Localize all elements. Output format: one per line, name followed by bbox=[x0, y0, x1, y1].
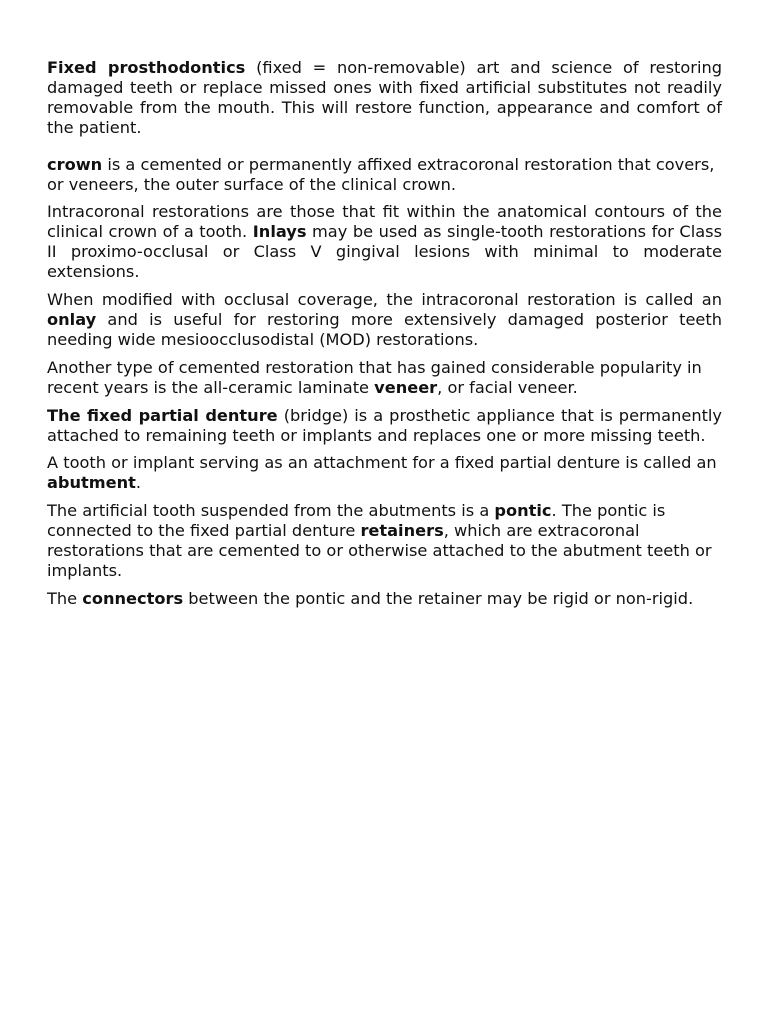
paragraph-connectors bbox=[47, 589, 722, 609]
document-page bbox=[47, 58, 722, 609]
paragraph-inlays bbox=[47, 202, 722, 282]
paragraph-text: . bbox=[135, 473, 142, 493]
term-fixed-partial-denture: The fixed partial denture bbox=[47, 405, 278, 425]
paragraph-text: (bridge) is a prosthetic appliance that is permanently attached to remaining teeth or implants and replaces one or more missing teeth. bbox=[47, 405, 723, 445]
paragraph-text: is a cemented or permanently affixed extracoronal restoration that covers, or veneers, the outer surface of the clinical crown. bbox=[47, 154, 715, 194]
paragraph-text: between the pontic and the retainer may be rigid or non-rigid. bbox=[183, 588, 694, 608]
term-abutment: abutment bbox=[47, 473, 136, 493]
paragraph-text: may be used as single-tooth restorations for Class II proximo-occlusal or Class V gingival lesions with minimal to moderate extensions. bbox=[47, 222, 722, 282]
term-inlays: Inlays bbox=[252, 222, 307, 242]
term-retainers: retainers bbox=[360, 521, 444, 541]
term-crown: crown bbox=[47, 154, 103, 174]
paragraph-text: , which are extracoronal restorations that are cemented to or otherwise attached to the abutment teeth or implants. bbox=[47, 521, 712, 580]
paragraph-fixed-partial-denture bbox=[47, 406, 722, 446]
term-connectors: connectors bbox=[82, 588, 184, 608]
paragraph-text: The bbox=[47, 588, 83, 608]
paragraph-text: A tooth or implant serving as an attachment for a fixed partial denture is called an bbox=[47, 453, 717, 473]
paragraph-text: Another type of cemented restoration that has gained considerable popularity in recent years is the all-ceramic laminate bbox=[47, 357, 702, 397]
term-onlay: onlay bbox=[47, 309, 97, 329]
paragraph-pontic bbox=[47, 501, 722, 581]
term-fixed-prosthodontics: Fixed prosthodontics bbox=[47, 58, 246, 77]
paragraph-veneer bbox=[47, 358, 722, 398]
paragraph-onlay bbox=[47, 290, 722, 350]
paragraph-fixed-prosthodontics bbox=[47, 58, 722, 138]
term-veneer: veneer bbox=[374, 377, 438, 397]
paragraph-text: and is useful for restoring more extensively damaged posterior teeth needing wide mesioocclusodistal (MOD) restorations. bbox=[47, 309, 722, 349]
paragraph-crown bbox=[47, 155, 722, 195]
paragraph-text: , or facial veneer. bbox=[437, 377, 578, 397]
paragraph-abutment bbox=[47, 453, 722, 493]
paragraph-text: . The pontic is connected to the fixed partial denture bbox=[47, 501, 666, 541]
paragraph-text: (fixed = non-removable) art and science of restoring damaged teeth or replace missed ones with fixed artificial substitutes not readily removable from the mouth. This will restore function, appearance and comfort of the patient. bbox=[47, 58, 722, 137]
paragraph-text: When modified with occlusal coverage, the intracoronal restoration is called an bbox=[47, 290, 722, 310]
paragraph-text: Intracoronal restorations are those that fit within the anatomical contours of the clinical crown of a tooth. bbox=[47, 202, 722, 242]
paragraph-text: The artificial tooth suspended from the abutments is a bbox=[47, 501, 495, 521]
term-pontic: pontic bbox=[494, 501, 552, 521]
